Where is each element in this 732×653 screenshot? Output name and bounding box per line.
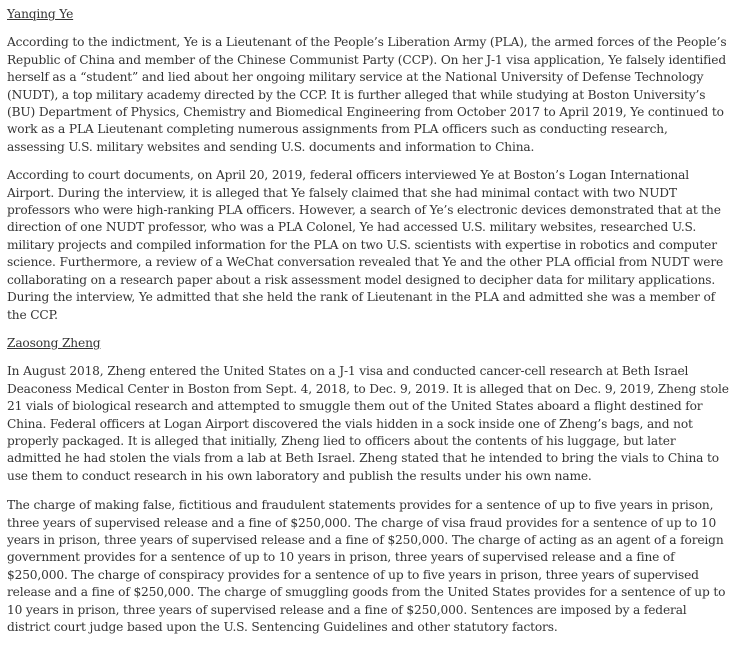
paragraph-ye-interview: According to court documents, on April 20, 2019, federal officers interviewed Ye at Boston’s Logan International Airport. During the interview, it is alleged that Ye falsely claimed that she had minimal contact with two NUDT professors who were high-ranking PLA officers. However, a search of Ye’s electronic devices demonstrated that at the direction of one NUDT professor, who was a PLA Colonel, Ye had accessed U.S. military websites, researched U.S. military projects and compiled information for the PLA on two U.S. scientists with expertise in robotics and computer science. Furthermore, a review of a WeChat conversation revealed that Ye and the other PLA official from NUDT were collaborating on a research paper about a risk assessment model designed to decipher data for military applications. During the interview, Ye admitted that she held the rank of Lieutenant in the PLA and admitted she was a member of the CCP.	[7, 168, 724, 322]
document-body	[7, 6, 729, 647]
section-heading-zaosong-zheng: Zaosong Zheng	[7, 335, 101, 350]
paragraph-ye-indictment: According to the indictment, Ye is a Lieutenant of the People’s Liberation Army (PLA), the armed forces of the People’s Republic of China and member of the Chinese Communist Party (CCP). On her J-1 visa application, Ye falsely identified herself as a “student” and lied about her ongoing military service at the National University of Defense Technology (NUDT), a top military academy directed by the CCP. It is further alleged that while studying at Boston University’s (BU) Department of Physics, Chemistry and Biomedical Engineering from October 2017 to April 2019, Ye continued to work as a PLA Lieutenant completing numerous assignments from PLA officers such as conducting research, assessing U.S. military websites and sending U.S. documents and information to China.	[7, 35, 727, 154]
section-heading-yanqing-ye: Yanqing Ye	[7, 7, 74, 21]
paragraph-zheng-smuggling: In August 2018, Zheng entered the United States on a J-1 visa and conducted cancer-cell research at Beth Israel Deaconess Medical Center in Boston from Sept. 4, 2018, to Dec. 9, 2019. It is alleged that on Dec. 9, 2019, Zheng stole 21 vials of biological research and attempted to smuggle them out of the United States aboard a flight destined for China. Federal officers at Logan Airport discovered the vials hidden in a sock inside one of Zheng’s bags, and not properly packaged. It is alleged that initially, Zheng lied to officers about the contents of his luggage, but later admitted he had stolen the vials from a lab at Beth Israel. Zheng stated that he intended to bring the vials to China to use them to conduct research in his own laboratory and publish the results under his own name.	[7, 364, 729, 483]
paragraph-charges-sentencing: The charge of making false, fictitious and fraudulent statements provides for a sentence of up to five years in prison, three years of supervised release and a fine of $250,000. The charge of visa fraud provides for a sentence of up to 10 years in prison, three years of supervised release and a fine of $250,000. The charge of acting as an agent of a foreign government provides for a sentence of up to 10 years in prison, three years of supervised release and a fine of $250,000. The charge of conspiracy provides for a sentence of up to five years in prison, three years of supervised release and a fine of $250,000. The charge of smuggling goods from the United States provides for a sentence of up to 10 years in prison, three years of supervised release and a fine of $250,000. Sentences are imposed by a federal district court judge based upon the U.S. Sentencing Guidelines and other statutory factors.	[7, 498, 726, 634]
